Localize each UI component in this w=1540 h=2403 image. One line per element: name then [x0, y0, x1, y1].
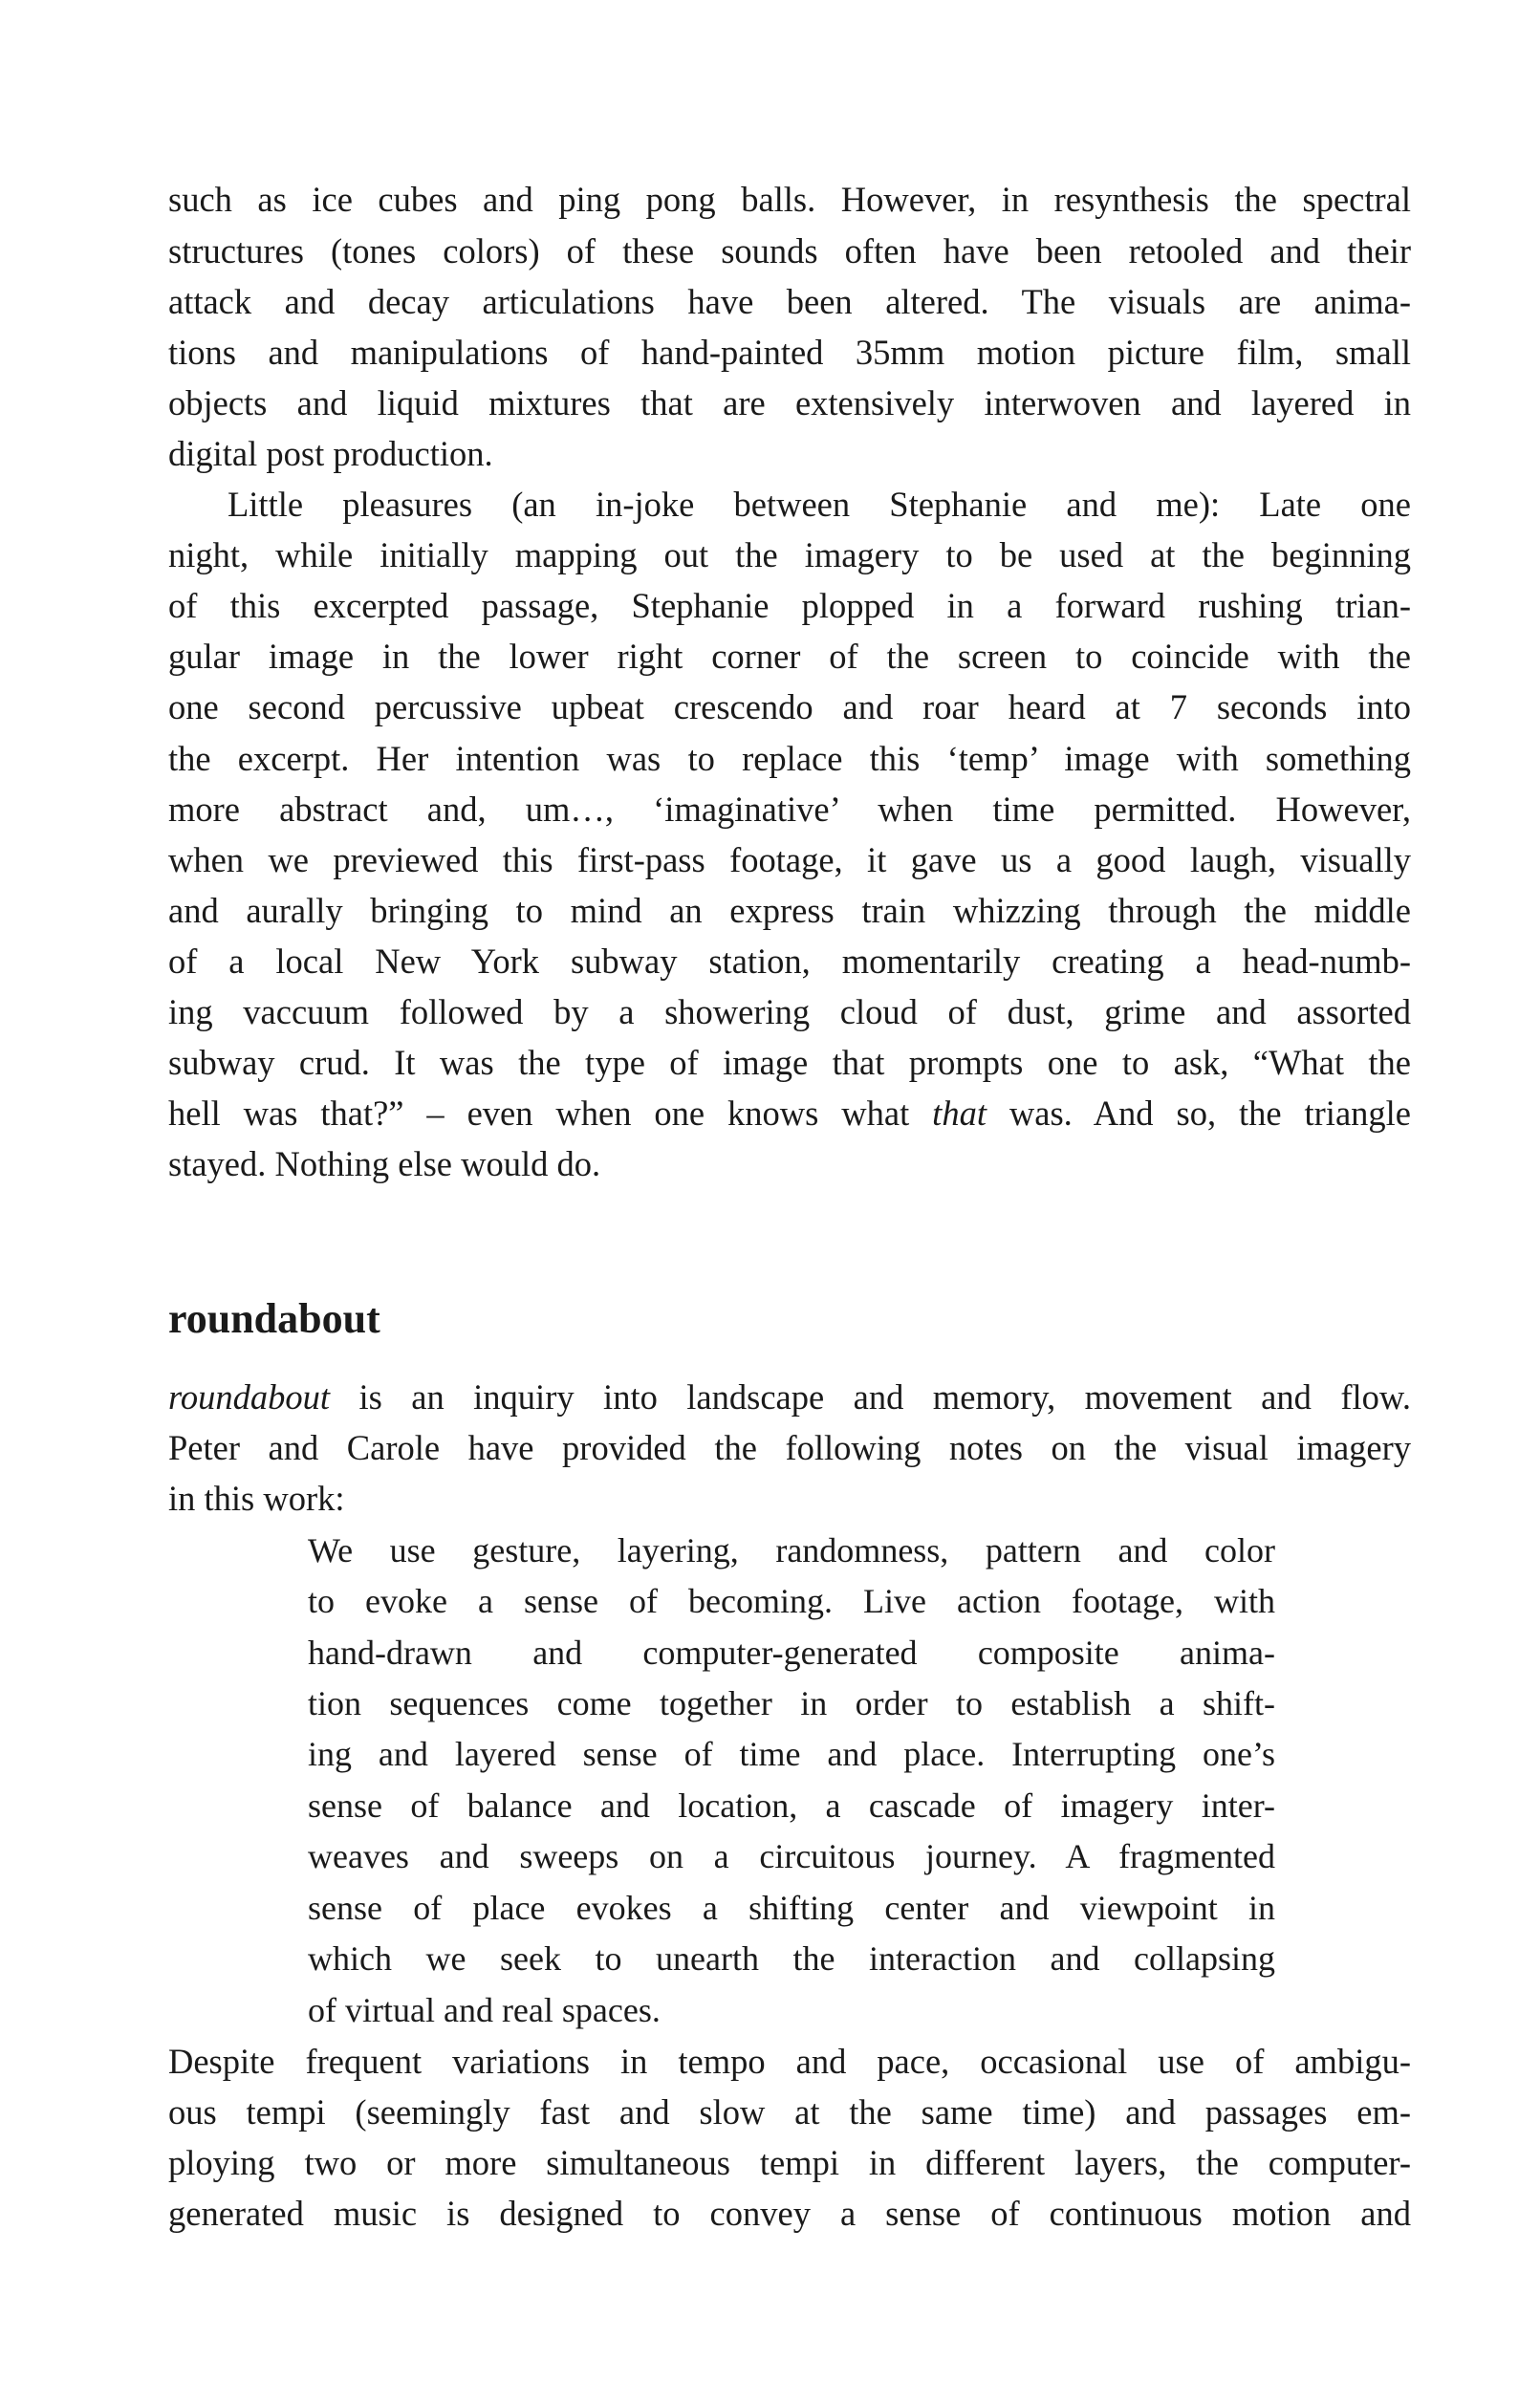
- body-line: the excerpt. Her intention was to replace this ‘temp’ image with something: [168, 739, 1411, 778]
- body-line: one second percussive upbeat crescendo and roar heard at 7 seconds into: [168, 687, 1411, 726]
- body-line: digital post production.: [168, 434, 493, 473]
- body-line: of this excerpted passage, Stephanie plopped in a forward rushing trian-: [168, 586, 1411, 625]
- body-line: more abstract and, um…, ‘imaginative’ when time permitted. However,: [168, 790, 1411, 829]
- body-line: generated music is designed to convey a sense of continuous motion and: [168, 2194, 1411, 2233]
- body-line: of a local New York subway station, momentarily creating a head-numb-: [168, 942, 1411, 981]
- body-line: in this work:: [168, 1479, 345, 1518]
- quote-line: ing and layered sense of time and place. Interrupting one’s: [308, 1735, 1275, 1773]
- body-line: night, while initially mapping out the imagery to be used at the beginning: [168, 535, 1411, 574]
- body-line: structures (tones colors) of these sounds often have been retooled and their: [168, 231, 1411, 271]
- emphasis: that: [932, 1093, 987, 1133]
- body-line: tions and manipulations of hand-painted 35mm motion picture film, small: [168, 333, 1411, 372]
- quote-line: weaves and sweeps on a circuitous journey. A fragmented: [308, 1837, 1275, 1875]
- body-line: when we previewed this first-pass footage, it gave us a good laugh, visually: [168, 840, 1411, 879]
- quote-line: to evoke a sense of becoming. Live action footage, with: [308, 1582, 1275, 1620]
- paragraph-first-line: Little pleasures (an in-joke between Stephanie and me): Late one: [228, 485, 1411, 524]
- body-line: ous tempi (seemingly fast and slow at the same time) and passages em-: [168, 2092, 1411, 2132]
- body-line: subway crud. It was the type of image that prompts one to ask, “What the: [168, 1043, 1411, 1082]
- quote-line: sense of balance and location, a cascade of imagery inter-: [308, 1786, 1275, 1825]
- body-line: such as ice cubes and ping pong balls. However, in resynthesis the spectral: [168, 180, 1411, 219]
- quote-line: which we seek to unearth the interaction and collapsing: [308, 1939, 1275, 1978]
- body-line: ploying two or more simultaneous tempi in different layers, the computer-: [168, 2143, 1411, 2182]
- quote-line: tion sequences come together in order to establish a shift-: [308, 1684, 1275, 1722]
- title-emphasis: roundabout: [168, 1377, 330, 1417]
- section-heading: roundabout: [168, 1295, 380, 1342]
- body-line: hell was that?” – even when one knows what that was. And so, the triangle: [168, 1093, 1411, 1133]
- quote-line: hand-drawn and computer-generated composite anima-: [308, 1634, 1275, 1672]
- body-line: and aurally bringing to mind an express train whizzing through the middle: [168, 891, 1411, 930]
- body-line: ing vaccuum followed by a showering cloud of dust, grime and assorted: [168, 992, 1411, 1031]
- quote-line: of virtual and real spaces.: [308, 1991, 661, 2029]
- body-line: roundabout is an inquiry into landscape and memory, movement and flow.: [168, 1377, 1411, 1417]
- quote-line: sense of place evokes a shifting center and viewpoint in: [308, 1889, 1275, 1927]
- body-line: objects and liquid mixtures that are extensively interwoven and layered in: [168, 383, 1411, 422]
- body-line: gular image in the lower right corner of the screen to coincide with the: [168, 637, 1411, 676]
- body-line: stayed. Nothing else would do.: [168, 1144, 601, 1183]
- body-line: Despite frequent variations in tempo and pace, occasional use of ambigu-: [168, 2042, 1411, 2081]
- body-line: Peter and Carole have provided the following notes on the visual imagery: [168, 1428, 1411, 1467]
- body-line: attack and decay articulations have been altered. The visuals are anima-: [168, 282, 1411, 321]
- quote-line: We use gesture, layering, randomness, pattern and color: [308, 1531, 1275, 1570]
